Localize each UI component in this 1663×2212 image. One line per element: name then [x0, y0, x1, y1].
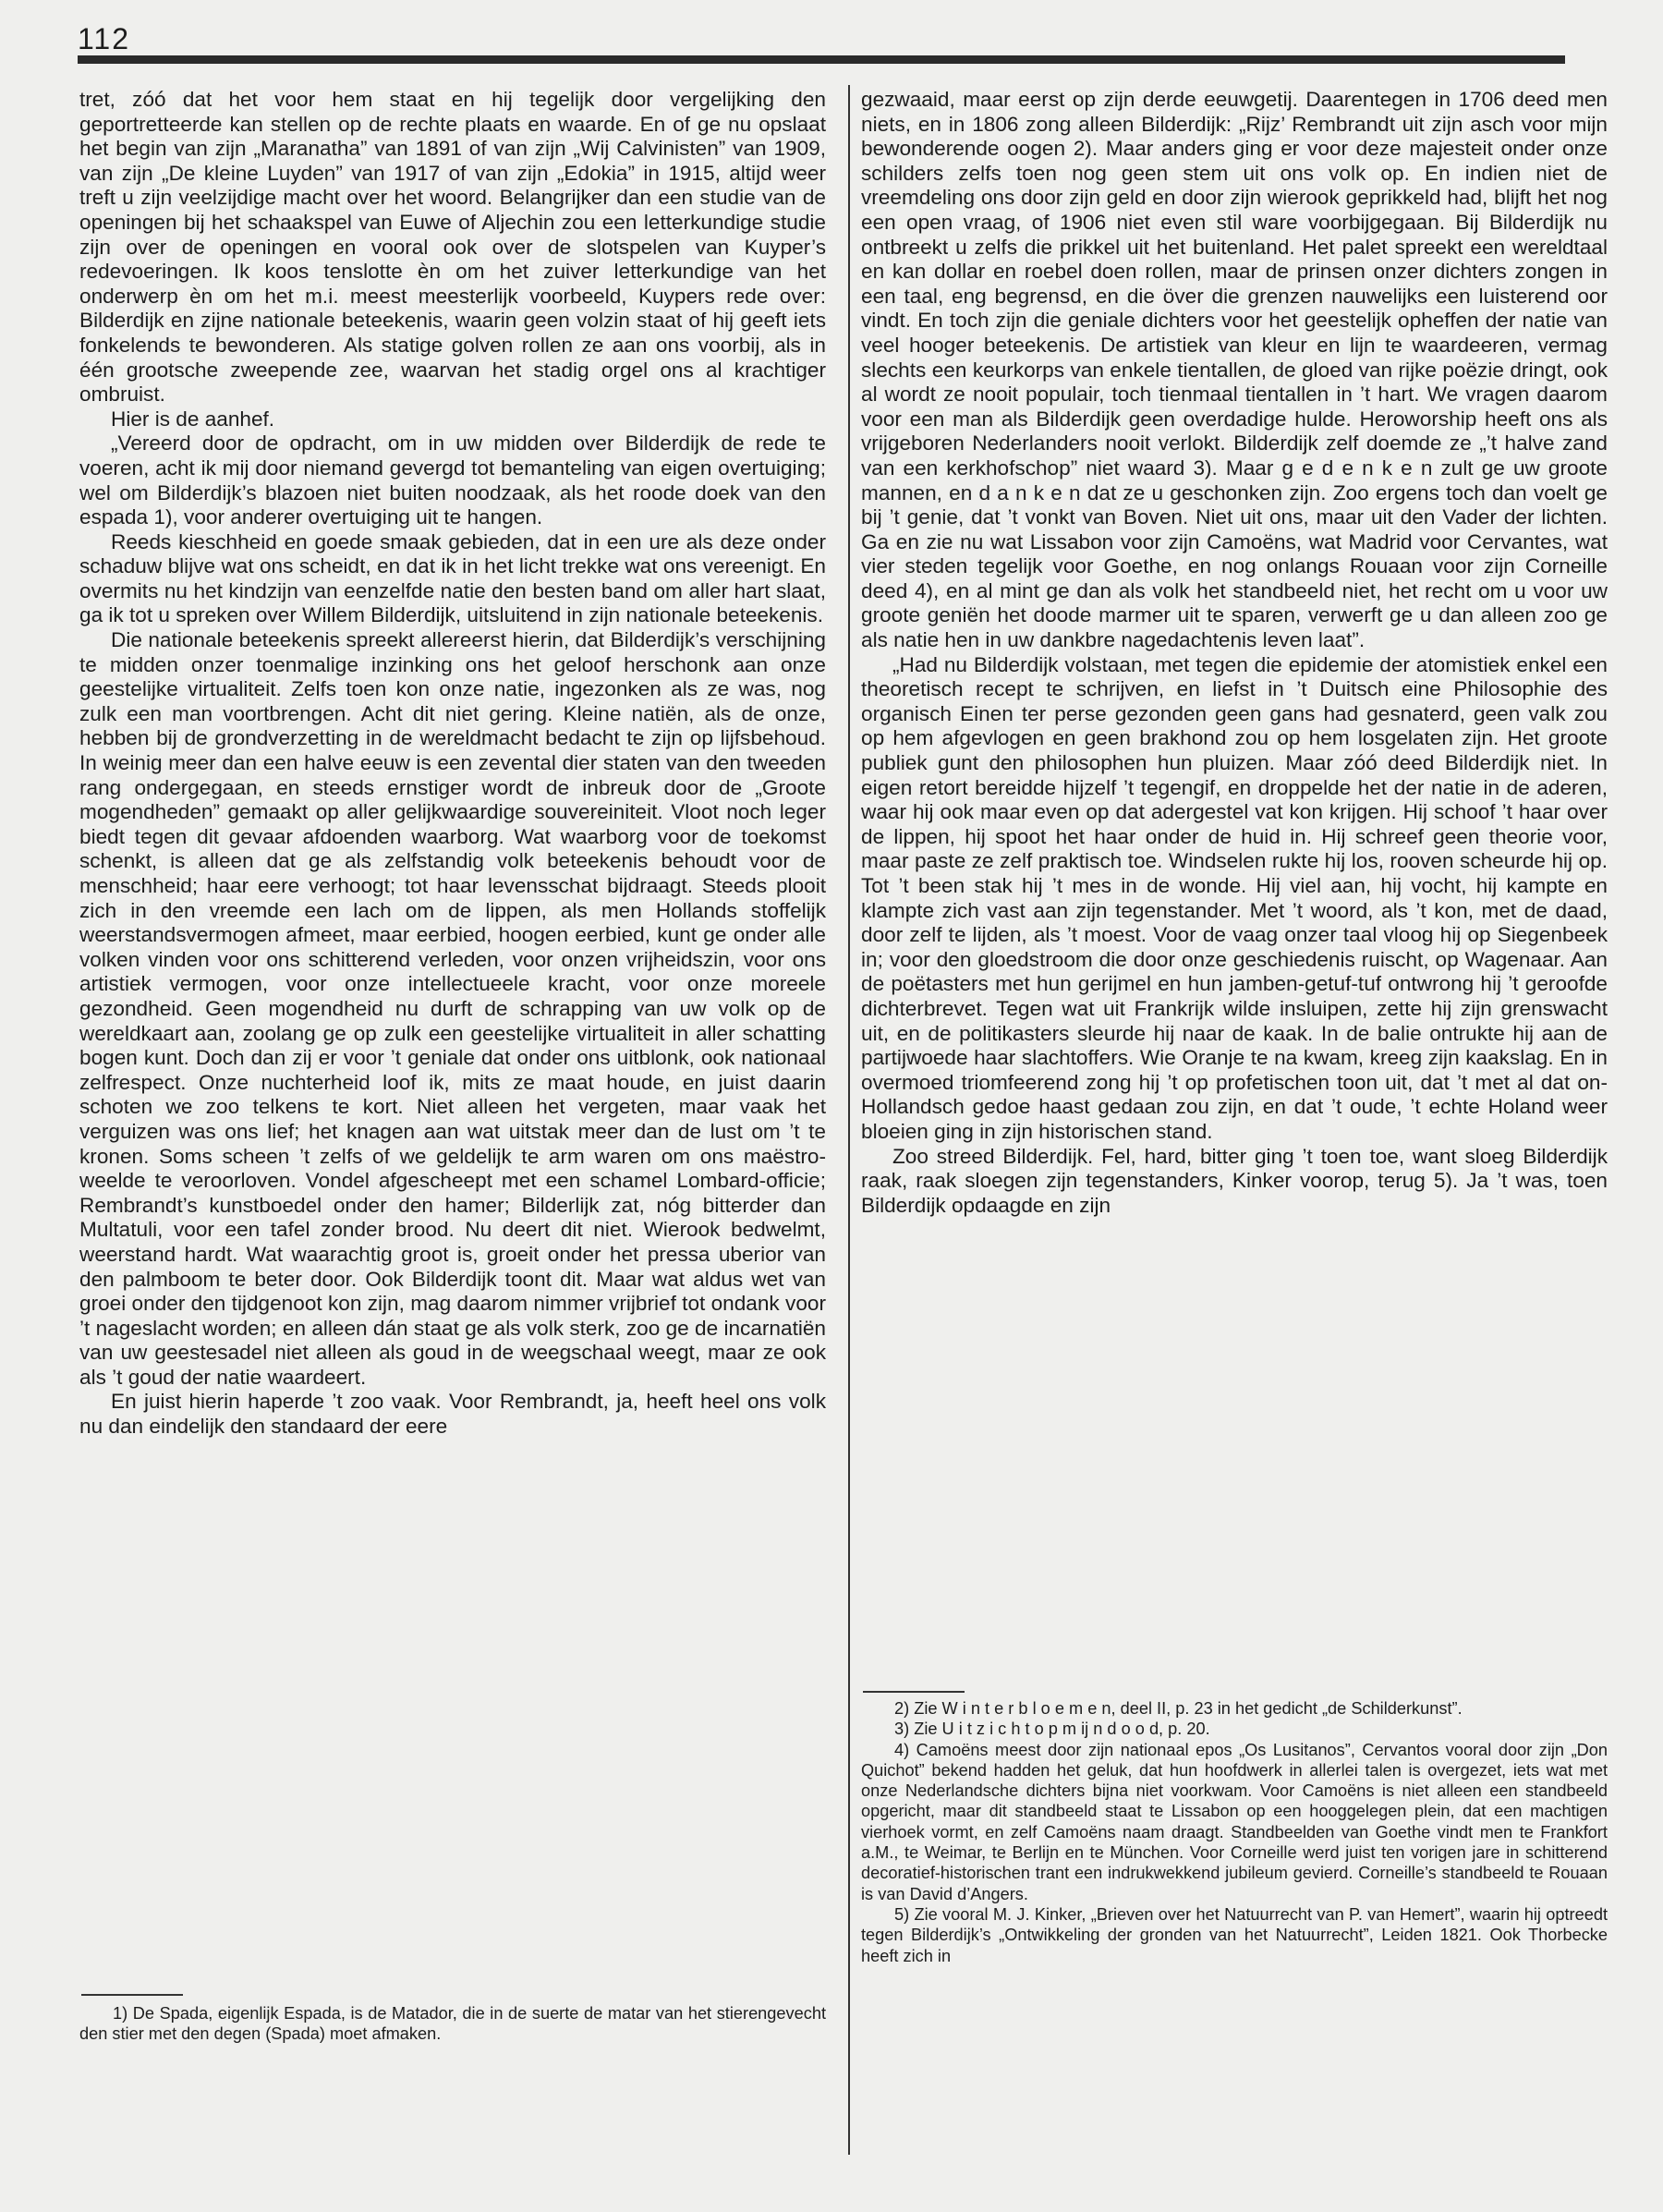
footnote-rule: [863, 1691, 965, 1693]
paragraph: „Had nu Bilderdijk volstaan, met tegen die epidemie der atomistiek enkel een theoretisch recept te schrijven, en liefst in ’t Duitsch eine Philosophie des organisch Einen ter perse gezonden geen gans had gesnaterd, geen valk zou op hem afgevlogen en geen brakhond zou op hem losgelaten zijn. Het groote publiek gunt den philosophen hun pluizen. Maar zóó deed Bilderdijk niet. In eigen retort bereidde hijzelf ’t tegengif, en droppelde het der natie in de aderen, waar hij ook maar even op dat adergestel vat kon krijgen. Hij schoof ’t haar over de lippen, hij spoot het haar onder de huid in. Hij schreef geen theorie voor, maar paste ze zelf praktisch toe. Windselen rukte hij los, rooven scheurde hij op. Tot ’t been stak hij ’t mes in de wonde. Hij viel aan, hij vocht, hij kampte en klampte zich vast aan zijn tegenstander. Met ’t woord, als ’t kon, met de daad, door zelf te lijden, als ’t moest. Voor de vaag onzer taal vloog hij op Siegenbeek in; voor den gloedstroom die door onze geschiedenis ruischt, op Wagenaar. Aan de poëtasters met hun gerijmel en hun jamben-getuf-tuf ontwrong hij ’t geroofde dichterbrevet. Tegen wat uit Frankrijk wilde insluipen, zette hij zijn grenswacht uit, en de politikasters sleurde hij naar de kaak. In de balie ontrukte hij aan de partijwoede haar slachtoffers. Wie Oranje te na kwam, kreeg zijn kaakslag. En in overmoed triomfeerend zong hij ’t op profetischen toon uit, dat ’t met al dat on-Hollandsch gedoe haast gedaan zou zijn, en dat ’t oude, ’t echte Holand weer bloeien ging in zijn historischen stand.: [861, 652, 1608, 1143]
footnote: 5) Zie vooral M. J. Kinker, „Brieven over het Natuurrecht van P. van Hemert”, waarin hij optreedt tegen Bilderdijk’s „Ontwikkeling der gronden van het Natuurrecht”, Leiden 1821. Ook Thorbecke heeft zich in: [861, 1904, 1608, 1965]
footnote: 1) De Spada, eigenlijk Espada, is de Matador, die in de suerte de matar van het stierengevecht den stier met den degen (Spada) moet afmaken.: [79, 2004, 826, 2044]
paragraph: tret, zóó dat het voor hem staat en hij tegelijk door vergelijking den geportretteerde kan stellen op de rechte plaats en waarde. En of ge nu opslaat het begin van zijn „Maranatha” van 1891 of van zijn „Wij Calvinisten” van 1909, van zijn „De kleine Luyden” van 1917 of van zijn „Edokia” in 1915, altijd weer treft u zijn veelzijdige macht over het woord. Belangrijker dan een studie van de openingen bij het schaakspel van Euwe of Aljechin zou een letterkundige studie zijn over de openingen en vooral ook over de slotspelen van Kuyper’s redevoeringen. Ik koos tenslotte èn om het zuiver letterkundige van het onderwerp èn om het m.i. meest meesterlijk voorbeeld, Kuypers rede over: Bilderdijk en zijne nationale beteekenis, waarin geen volzin staat of hij geeft iets fonkelends te bewonderen. Als statige golven rollen ze aan ons voorbij, als in één grootsche zweepende zee, waarvan het stadig orgel ons al krachtiger ombruist.: [79, 88, 826, 407]
column-divider: [848, 85, 850, 2155]
footnotes-left: [79, 2003, 826, 2045]
paragraph: Hier is de aanhef.: [111, 407, 275, 431]
footnote: 4) Camoëns meest door zijn nationaal epos „Os Lusitanos”, Cervantos vooral door zijn „Don Quichot” bekend hadden het geluk, dat hun hoofdwerk in allerlei talen is overgezet, iets wat met onze Nederlandsche dichters bijna niet voorkwam. Voor Camoëns is niet alleen een standbeeld opgericht, maar dit standbeeld staat te Lissabon op een hooggelegen plein, dat een machtigen vierhoek vormt, en zelf Camoëns naam draagt. Standbeelden van Goethe vindt men te Frankfort a.M., te Weimar, te Berlijn en te München. Voor Corneille werd juist ten vorigen jare in schitterend decoratief-historischen trant een indrukwekkend jubileum gevierd. Corneille’s standbeeld te Rouaan is van David d’Angers.: [861, 1740, 1608, 1903]
paragraph: Zoo streed Bilderdijk. Fel, hard, bitter ging ’t toen toe, want sloeg Bilderdijk raak, raak sloegen zijn tegenstanders, Kinker voorop, terug 5). Ja ’t was, toen Bilderdijk opdaagde en zijn: [861, 1144, 1608, 1217]
paragraph: „Vereerd door de opdracht, om in uw midden over Bilderdijk de rede te voeren, acht ik mij door niemand gevergd tot bemanteling van eigen overtuiging; wel om Bilderdijk’s blazoen niet buiten noodzaak, als het roode doek van den espada 1), voor anderer overtuiging uit te hangen.: [79, 431, 826, 529]
paragraph: Die nationale beteekenis spreekt allereerst hierin, dat Bilderdijk’s verschijning te midden onzer toenmalige inzinking ons het geloof herschonk aan onze geestelijke virtualiteit. Zelfs toen kon onze natie, ingezonken als ze was, nog zulk een man voortbrengen. Acht dit niet gering. Kleine natiën, als de onze, hebben bij de grondverzetting in de wereldmacht bedacht te zijn op lijfsbehoud. In weinig meer dan een halve eeuw is een zevental dier staten van den tweeden rang ondergegaan, en steeds ernstiger wordt de inbreuk door de „Groote mogendheden” gemaakt op aller gelijkwaardige souvereiniteit. Vloot noch leger biedt tegen dit gevaar afdoenden waarborg. Wat waarborg voor de toekomst schenkt, is alleen dat ge als zelfstandig volk beteekenis behoudt voor de menschheid; haar eere verhoogt; tot haar levensschat bijdraagt. Steeds plooit zich in den vreemde een lach om de lippen, als men Hollands stoffelijk weerstandsvermogen afmeet, maar eerbied, hoogen eerbied, kunt ge onder alle volken vinden voor ons schitterend verleden, voor onzen vrijheidszin, voor ons artistiek vermogen, voor onze intellectueele kracht, voor onze moreele gezondheid. Geen mogendheid nu durft de schrapping van uw volk op de wereldkaart aan, zoolang ge op zulk een geestelijke virtualiteit in aller schatting bogen kunt. Doch dan zij er voor ’t geniale dat onder ons uitblonk, ook nationaal zelfrespect. Onze nuchterheid loof ik, mits ze maat houde, en juist daarin schoten we zoo telkens te kort. Niet alleen het vergeten, maar vaak het verguizen was ons lief; het knagen aan wat uitstak meer dan de lust om ’t te kronen. Soms scheen ’t zelfs of we geldelijk te arm waren om ons maëstro-weelde te veroorloven. Vondel afgescheept met een schamel Lombard-officie; Rembrandt’s kunstboedel onder den hamer; Bilderlijk zat, nóg bitterder dan Multatuli, voor een tafel zonder brood. Nu deert dit niet. Wierook bedwelmt, weerstand hardt. Wat waarachtig groot is, groeit onder het pressa uberior van den palmboom te beter door. Ook Bilderdijk toont dit. Maar wat aldus wet van groei onder den tijdgenoot kon zijn, mag daarom nimmer vrijbrief tot ondank voor ’t nageslacht worden; en alleen dán staat ge als volk sterk, zoo ge de incarnatiën van uw geestesadel niet alleen als goud in de weegschaal weegt, maar ze ook als ’t goud der natie waardeert.: [79, 628, 826, 1389]
footnote: 3) Zie U i t z i c h t o p m ij n d o o d, p. 20.: [894, 1720, 1210, 1739]
footnotes-right: [861, 1698, 1608, 1966]
paragraph: gezwaaid, maar eerst op zijn derde eeuwgetij. Daarentegen in 1706 deed men niets, en in 1806 zong alleen Bilderdijk: „Rijz’ Rembrandt uit zijn asch voor mijn bewonderende oogen 2). Maar anders ging er voor deze majesteit onder onze schilders zelfs toen nog geen stem uit ons volk op. En indien niet de vreemdeling ons door zijn geld en door zijn wierook geprikkeld had, blijft het nog een open vraag, of 1906 niet even stil ware voorbijgegaan. Bij Bilderdijk nu ontbreekt u zelfs die prikkel uit het buitenland. Het palet spreekt een wereldtaal en kan dollar en roebel doen rollen, maar de prinsen onzer dichters zongen in een taal, eng begrensd, en die över die grenzen nauwelijks een luisterend oor vindt. En toch zijn die geniale dichters voor het geestelijk opheffen der natie van veel hooger beteekenis. De artistiek van kleur en lijn te waardeeren, vermag slechts een keurkorps van enkele tientallen, de gloed van rijke poëzie dringt, ook al wordt ze nooit populair, toch tienmaal tientallen in ’t hart. We vragen daarom voor een man als Bilderdijk geen overdadige hulde. Heroworship heeft ons als vrijgeboren Nederlanders nooit verlokt. Bilderdijk zelf doemde ze „’t halve zand van een kerkhofschop” niet waard 3). Maar g e d e n k e n zult ge uw groote mannen, en d a n k e n dat ze u geschonken zijn. Zoo ergens toch dan voelt ge bij ’t genie, dat ’t vonkt van Boven. Niet uit ons, maar uit den Vader der lichten. Ga en zie nu wat Lissabon voor zijn Camoëns, wat Madrid voor Cervantes, wat vier steden tegelijk voor Goethe, en nog onlangs Rouaan voor zijn Corneille deed 4), en al mint ge dan als volk het standbeeld niet, het recht om u voor uw groote geniën het doode marmer uit te sparen, verwerft ge u dan alleen zoo ge als natie hen in uw dankbre nagedachtenis leven laat”.: [861, 88, 1608, 652]
footnote-rule: [81, 1994, 183, 1996]
page-number: 112: [78, 22, 131, 55]
left-column: [79, 88, 826, 1440]
footnote: 2) Zie W i n t e r b l o e m e n, deel II, p. 23 in het gedicht „de Schilderkunst”.: [894, 1699, 1463, 1718]
right-column: [861, 88, 1608, 1218]
paragraph: Reeds kieschheid en goede smaak gebieden, dat in een ure als deze onder schaduw blijve wat ons scheidt, en dat ik in het licht trekke wat ons vereenigt. En overmits nu het kindzijn van eenzelfde natie den besten band om aller hart slaat, ga ik tot u spreken over Willem Bilderdijk, uitsluitend in zijn nationale beteekenis.: [79, 529, 826, 627]
paragraph: En juist hierin haperde ’t zoo vaak. Voor Rembrandt, ja, heeft heel ons volk nu dan eindelijk den standaard der eere: [79, 1390, 826, 1439]
header-rule: [78, 55, 1565, 64]
